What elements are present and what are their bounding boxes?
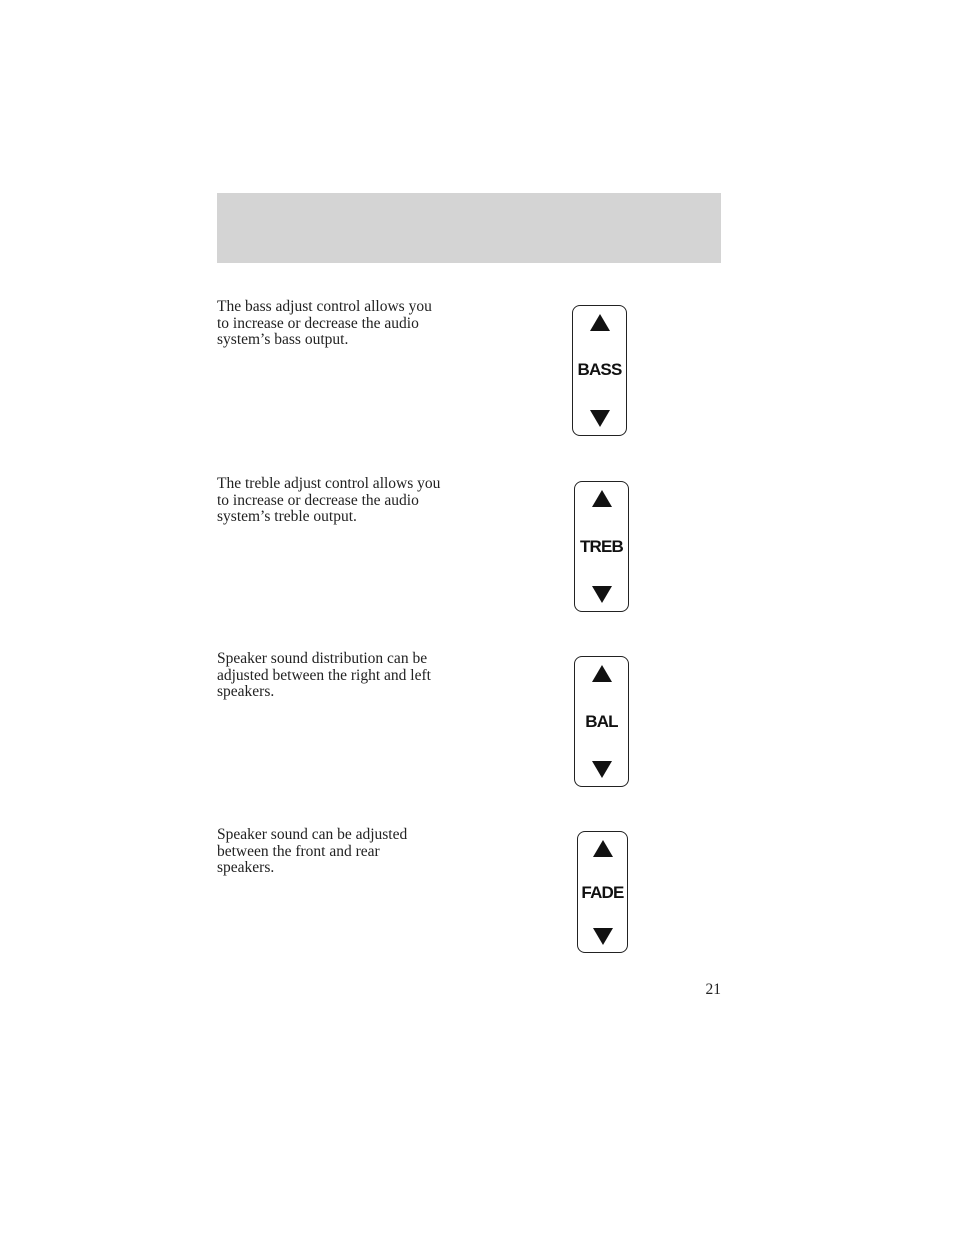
header-band [217,193,721,263]
bass-control [572,305,627,436]
bass-description: The bass adjust control allows you to increase or decrease the audio system’s bass output. [217,298,432,349]
page-number: 21 [705,981,721,998]
triangle-down-icon[interactable] [592,586,612,603]
balance-label: BAL [585,712,618,731]
bass-label: BASS [577,360,622,379]
fade-control [577,831,628,953]
treble-description: The treble adjust control allows you to increase or decrease the audio system’s treble output. [217,475,441,526]
fade-description: Speaker sound can be adjusted between the front and rear speakers. [217,826,408,877]
triangle-down-icon[interactable] [592,761,612,778]
fade-label: FADE [581,883,624,902]
treble-label: TREB [579,537,624,556]
treble-control [574,481,629,612]
triangle-up-icon[interactable] [592,665,612,682]
triangle-down-icon[interactable] [590,410,610,427]
balance-control [574,656,629,787]
triangle-up-icon[interactable] [590,314,610,331]
triangle-up-icon[interactable] [592,490,612,507]
balance-description: Speaker sound distribution can be adjusted between the right and left speakers. [217,650,431,701]
triangle-up-icon[interactable] [593,840,613,857]
triangle-down-icon[interactable] [593,928,613,945]
